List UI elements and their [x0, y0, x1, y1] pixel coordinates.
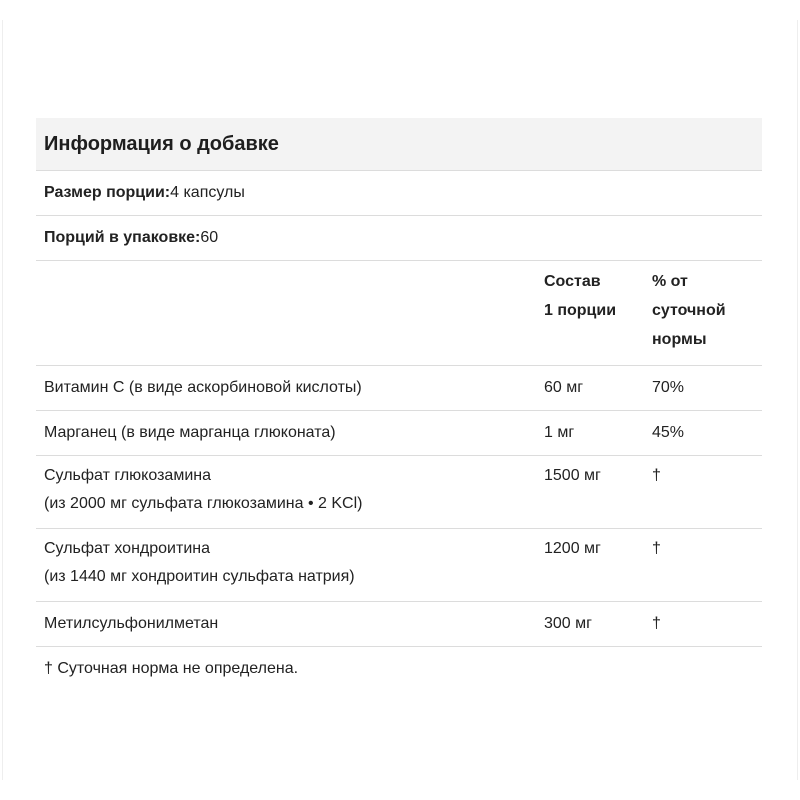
ingredient-name: Марганец (в виде марганца глюконата): [44, 424, 336, 441]
ingredient-dv: †: [652, 467, 661, 484]
table-row: [36, 456, 762, 529]
amount-header-line: Состав: [544, 273, 601, 290]
servings-per-container-row: [36, 216, 762, 261]
panel-title: Информация о добавке: [36, 118, 762, 171]
right-edge-line: [797, 20, 798, 780]
footnote: † Суточная норма не определена.: [44, 660, 299, 677]
dv-column-header: [652, 261, 762, 365]
supplement-facts-panel: [36, 118, 762, 647]
ingredient-source: (из 1440 мг хондроитин сульфата натрия): [44, 568, 355, 585]
left-edge-line: [2, 20, 3, 780]
dv-header-line: суточной: [652, 302, 726, 319]
ingredient-name: Метилсульфонилметан: [44, 615, 219, 632]
ingredient-dv: 70%: [652, 379, 685, 396]
dv-header-line: нормы: [652, 331, 707, 348]
ingredient-dv: †: [652, 540, 661, 557]
ingredient-amount: 1200 мг: [544, 540, 601, 557]
serving-size-label: Размер порции:: [44, 184, 171, 201]
header-empty-cell: [36, 261, 544, 365]
amount-column-header: [544, 261, 652, 365]
ingredient-source: (из 2000 мг сульфата глюкозамина • 2 KCl): [44, 495, 363, 512]
ingredient-name: Витамин С (в виде аскорбиновой кислоты): [44, 379, 362, 396]
table-row: [36, 366, 762, 411]
servings-per-container-value: 60: [200, 229, 219, 246]
ingredient-name: Сульфат хондроитина: [44, 540, 210, 557]
serving-size-row: [36, 171, 762, 216]
table-row: [36, 602, 762, 647]
ingredient-name-cell: [36, 456, 544, 528]
serving-size-value: 4 капсулы: [170, 184, 245, 201]
ingredient-amount: 1500 мг: [544, 467, 601, 484]
table-row: [36, 411, 762, 456]
servings-per-container-label: Порций в упаковке:: [44, 229, 201, 246]
column-header-row: [36, 261, 762, 366]
ingredient-amount: 1 мг: [544, 424, 575, 441]
ingredient-dv: 45%: [652, 424, 685, 441]
ingredient-name-cell: [36, 529, 544, 601]
amount-header-line: 1 порции: [544, 302, 617, 319]
ingredient-name: Сульфат глюкозамина: [44, 467, 211, 484]
table-row: [36, 529, 762, 602]
ingredient-dv: †: [652, 615, 661, 632]
ingredient-amount: 60 мг: [544, 379, 584, 396]
ingredient-amount: 300 мг: [544, 615, 592, 632]
dv-header-line: % от: [652, 273, 688, 290]
